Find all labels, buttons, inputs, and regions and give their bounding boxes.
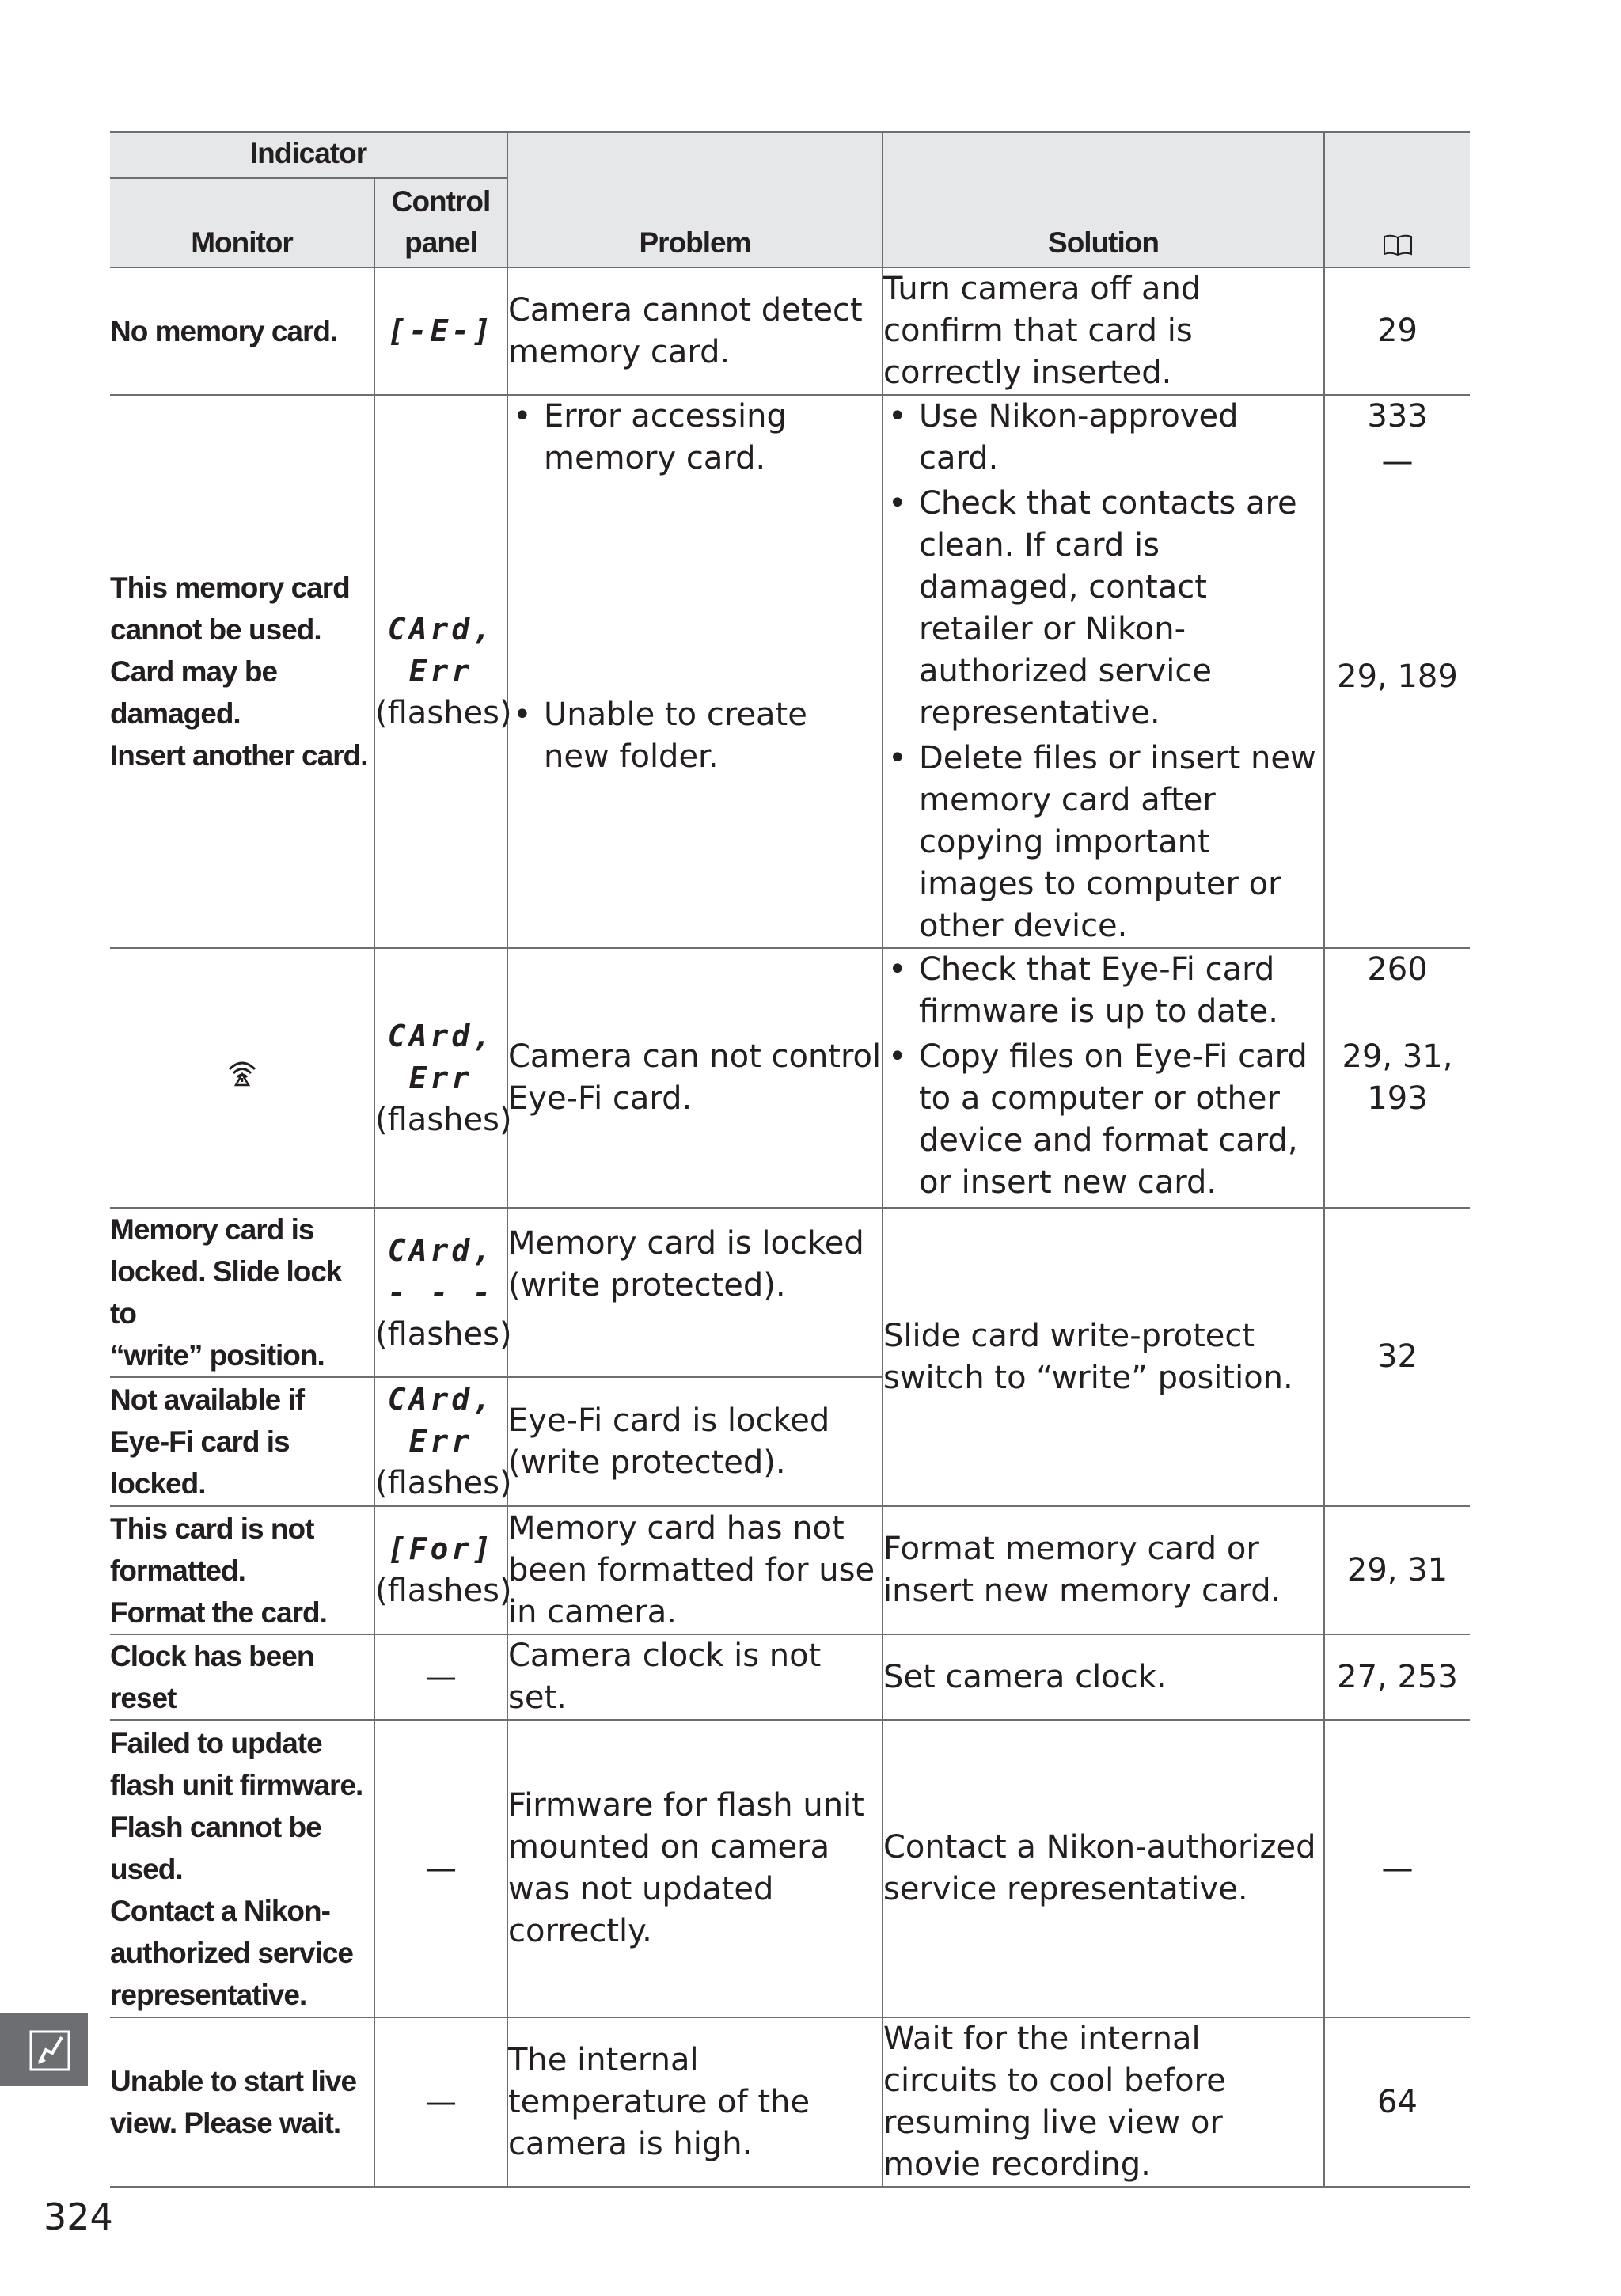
control-note: (flashes) bbox=[375, 1315, 512, 1353]
page-ref: — bbox=[1324, 1720, 1470, 2017]
monitor-message bbox=[110, 1506, 374, 1634]
control-note: (flashes) bbox=[375, 1101, 512, 1138]
solution-header: Solution bbox=[883, 132, 1324, 268]
control-code: CArd, bbox=[387, 1382, 495, 1417]
page-ref: 333 bbox=[1367, 398, 1428, 435]
page-ref: — bbox=[1381, 443, 1414, 480]
monitor-message bbox=[110, 2017, 374, 2187]
page-ref: 29, 189 bbox=[1337, 658, 1458, 695]
solution-item: • Use Nikon-approved card. bbox=[883, 396, 1323, 480]
table-row bbox=[110, 1634, 1470, 1720]
page-ref: 29, 31 bbox=[1324, 1506, 1470, 1634]
table-row bbox=[110, 1506, 1470, 1634]
monitor-line: locked. Slide lock to bbox=[110, 1255, 342, 1330]
monitor-line: view. Please wait. bbox=[110, 2107, 341, 2139]
page-ref: 64 bbox=[1324, 2017, 1470, 2187]
control-code: Err bbox=[408, 654, 473, 689]
solution-item: • Check that contacts are clean. If card is damaged, contact retailer or Nikon-authorized service representative. bbox=[883, 483, 1323, 734]
monitor-line: Not available if bbox=[110, 1383, 305, 1416]
monitor-line: Eye-Fi card is locked. bbox=[110, 1425, 290, 1500]
control-note: (flashes) bbox=[375, 1573, 512, 1609]
monitor-line: damaged. bbox=[110, 697, 241, 730]
control-panel-header-line2: panel bbox=[404, 226, 477, 259]
monitor-line: Card may be bbox=[110, 655, 278, 688]
monitor-message: No memory card. bbox=[110, 268, 374, 395]
monitor-message: Clock has been reset bbox=[110, 1634, 374, 1720]
troubleshooting-table bbox=[110, 131, 1470, 2188]
control-note: (flashes) bbox=[375, 1465, 512, 1501]
solution-text: Format memory card or insert new memory card. bbox=[883, 1506, 1324, 1634]
problem-text: Camera clock is not set. bbox=[507, 1634, 883, 1720]
monitor-line: Failed to update bbox=[110, 1726, 322, 1759]
book-icon bbox=[1383, 233, 1413, 256]
page-ref: 29, 31, bbox=[1342, 1038, 1453, 1075]
control-code: [For] bbox=[387, 1531, 495, 1566]
indicator-header: Indicator bbox=[110, 132, 507, 178]
control-code: CArd, bbox=[387, 1232, 495, 1268]
control-panel-indicator bbox=[374, 268, 507, 395]
problem-text: The internal temperature of the camera is high. bbox=[507, 2017, 883, 2187]
control-panel-indicator bbox=[374, 1208, 512, 1377]
control-panel-header bbox=[374, 178, 507, 268]
problem-cell bbox=[507, 395, 883, 948]
monitor-line: Unable to start live bbox=[110, 2065, 357, 2097]
monitor-message bbox=[110, 1377, 374, 1506]
monitor-line: This card is not bbox=[110, 1512, 314, 1545]
control-note: (flashes) bbox=[375, 695, 512, 731]
monitor-line: This memory card bbox=[110, 571, 350, 604]
solution-text: Set camera clock. bbox=[883, 1634, 1324, 1720]
solution-text: Contact a Nikon-authorized service representative. bbox=[883, 1720, 1324, 2017]
solution-cell bbox=[883, 395, 1324, 948]
control-panel-indicator: — bbox=[374, 1720, 507, 2017]
control-panel-indicator bbox=[374, 948, 512, 1208]
header-row-top bbox=[110, 132, 1470, 178]
page-number: 324 bbox=[44, 2195, 113, 2238]
monitor-line: Flash cannot be bbox=[110, 1810, 321, 1843]
monitor-line: Contact a Nikon- bbox=[110, 1894, 330, 1927]
control-code: CArd, bbox=[387, 1018, 495, 1053]
solution-text: Wait for the internal circuits to cool before resuming live view or movie recording. bbox=[883, 2017, 1324, 2187]
monitor-line: flash unit firmware. bbox=[110, 1768, 363, 1801]
table-row bbox=[110, 268, 1470, 395]
monitor-message bbox=[110, 1720, 374, 2017]
problem-text: Memory card is locked (write protected). bbox=[507, 1208, 883, 1377]
solution-item: • Copy files on Eye-Fi card to a computer or other device and format card, or insert new card. bbox=[883, 1036, 1323, 1204]
control-panel-indicator bbox=[374, 395, 512, 948]
control-panel-indicator bbox=[374, 1506, 512, 1634]
page-ref-cell bbox=[1324, 948, 1470, 1208]
problem-text: Eye-Fi card is locked (write protected). bbox=[507, 1377, 883, 1506]
control-panel-indicator: — bbox=[374, 2017, 507, 2187]
control-panel-indicator bbox=[374, 1377, 512, 1506]
page-ref: 260 bbox=[1367, 951, 1428, 988]
problem-header: Problem bbox=[507, 132, 883, 268]
problem-text: Camera cannot detect memory card. bbox=[507, 268, 883, 395]
page-ref: 27, 253 bbox=[1324, 1634, 1470, 1720]
control-code: Err bbox=[408, 1060, 473, 1095]
problem-text: Memory card has not been formatted for use in camera. bbox=[507, 1506, 883, 1634]
monitor-line: Insert another card. bbox=[110, 739, 368, 772]
monitor-line: formatted. bbox=[110, 1554, 245, 1587]
troubleshooting-tab-icon bbox=[28, 2029, 71, 2072]
problem-item: • Unable to create new folder. bbox=[508, 694, 882, 778]
solution-item: • Delete files or insert new memory card after copying important images to computer or other device. bbox=[883, 738, 1323, 947]
monitor-line: authorized service bbox=[110, 1936, 353, 1969]
table-row bbox=[110, 1208, 1470, 1377]
control-panel-header-line1: Control bbox=[391, 185, 491, 218]
problem-text: Firmware for flash unit mounted on camera was not updated correctly. bbox=[507, 1720, 883, 2017]
control-code: [-E-] bbox=[387, 313, 495, 348]
monitor-line: cannot be used. bbox=[110, 613, 321, 646]
page-ref: 32 bbox=[1324, 1208, 1470, 1506]
solution-item: • Check that Eye-Fi card firmware is up to date. bbox=[883, 949, 1323, 1033]
monitor-icon-cell bbox=[110, 948, 374, 1208]
monitor-message bbox=[110, 395, 374, 948]
monitor-line: representative. bbox=[110, 1978, 307, 2011]
page-ref-header bbox=[1324, 132, 1470, 268]
monitor-line: “write” position. bbox=[110, 1339, 325, 1372]
monitor-line: Format the card. bbox=[110, 1596, 327, 1629]
solution-cell bbox=[883, 948, 1324, 1208]
control-code: - - - bbox=[387, 1274, 495, 1310]
troubleshooting-side-tab bbox=[0, 2013, 88, 2086]
monitor-line: Memory card is bbox=[110, 1213, 314, 1246]
problem-text: Camera can not control Eye-Fi card. bbox=[507, 948, 883, 1208]
page-ref-cell bbox=[1324, 395, 1470, 948]
page-ref: 193 bbox=[1367, 1080, 1428, 1117]
monitor-message bbox=[110, 1208, 374, 1377]
monitor-header: Monitor bbox=[110, 178, 374, 268]
page-ref: 29 bbox=[1324, 268, 1470, 395]
table-row bbox=[110, 1720, 1470, 2017]
eye-fi-wireless-icon bbox=[225, 1055, 260, 1090]
monitor-line: used. bbox=[110, 1852, 183, 1885]
control-panel-indicator: — bbox=[374, 1634, 507, 1720]
table-row bbox=[110, 395, 1470, 948]
solution-text: Slide card write-protect switch to “write” position. bbox=[883, 1208, 1324, 1506]
table-row bbox=[110, 2017, 1470, 2187]
problem-item: • Error accessing memory card. bbox=[508, 396, 882, 480]
control-code: Err bbox=[408, 1424, 473, 1459]
table-row bbox=[110, 948, 1470, 1208]
control-code: CArd, bbox=[387, 612, 495, 647]
solution-text: Turn camera off and confirm that card is correctly inserted. bbox=[883, 268, 1324, 395]
